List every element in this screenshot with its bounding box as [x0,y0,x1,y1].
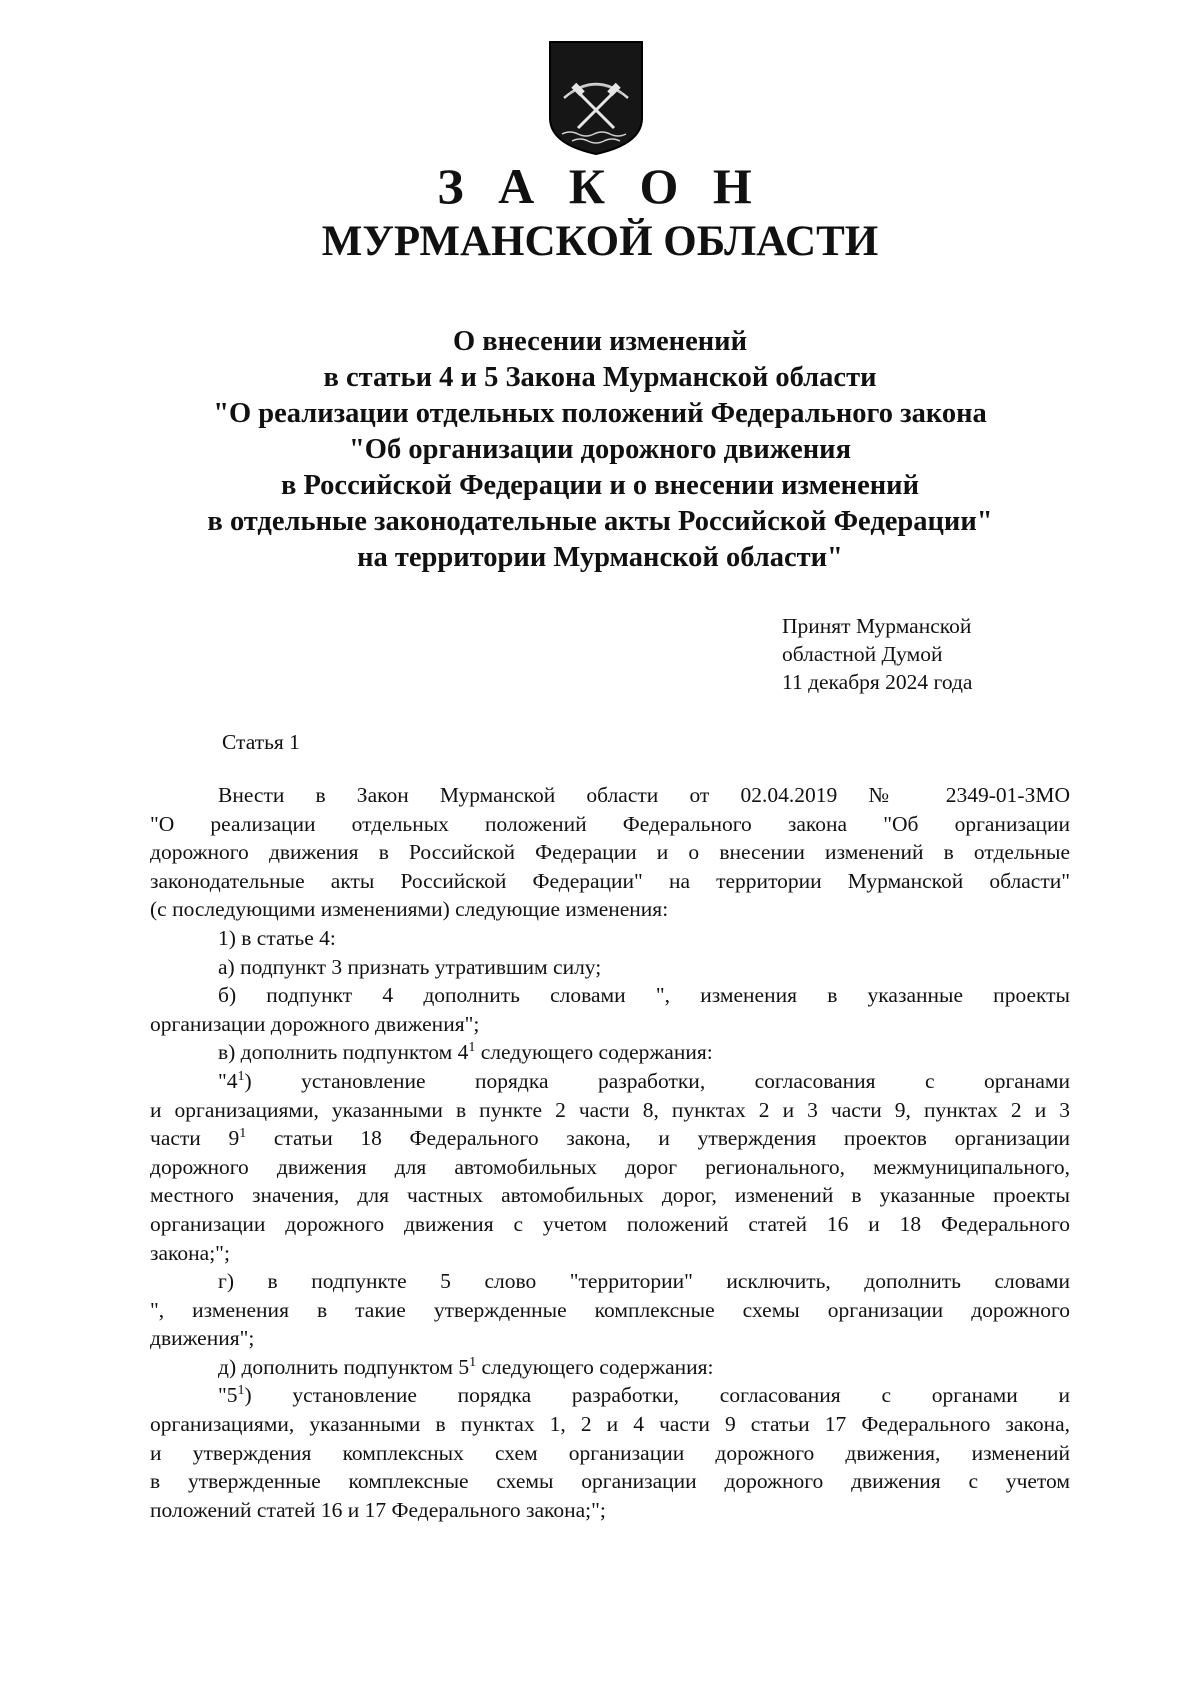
body-line: г) в подпункте 5 слово "территории" исключить, дополнить словами [218,1269,1070,1294]
article-body [150,781,1070,1524]
body-line: движения"; [150,1326,255,1351]
body-line: а) подпункт 3 признать утратившим силу; [218,954,602,979]
body-line: 1) в статье 4: [218,925,336,950]
body-line: и утверждения комплексных схем организации дорожного движения, изменений [150,1440,1070,1465]
body-text: в) дополнить подпунктом 4 [218,1040,469,1065]
title-line: в статьи 4 и 5 Закона Мурманской области [323,362,877,393]
body-line: б) подпункт 4 дополнить словами ", изменения в указанные проекты [218,983,1070,1008]
title-line: "О реализации отдельных положений Федерального закона [213,398,987,429]
body-text: части 9 [150,1126,240,1151]
superscript: 1 [237,1383,245,1399]
body-line: и организациями, указанными в пункте 2 части 8, пунктах 2 и 3 части 9, пунктах 2 и 3 [150,1097,1070,1122]
title-line: "Об организации дорожного движения [348,434,852,465]
body-text: следующего содержания: [475,1040,713,1065]
body-line [150,1381,1070,1410]
region-heading: МУРМАНСКОЙ ОБЛАСТИ [321,218,879,265]
adoption-note [782,612,972,696]
body-line [150,1124,1070,1153]
body-line: в утвержденные комплексные схемы организации дорожного движения с учетом [150,1469,1070,1494]
title-line: О внесении изменений [452,326,747,357]
body-line: "О реализации отдельных положений Федерального закона "Об организации [150,811,1070,836]
title-line: на территории Мурманской области" [357,542,843,573]
body-line: организации дорожного движения"; [150,1011,480,1036]
body-line: (с последующими изменениями) следующие изменения: [150,897,669,922]
body-text: "4 [218,1068,238,1093]
body-line: организациями, указанными в пунктах 1, 2 и 4 части 9 статьи 17 Федерального закона, [150,1412,1070,1437]
superscript: 1 [237,1068,245,1084]
body-text: статьи 18 Федерального закона, и утверждения проектов организации [246,1126,1070,1151]
body-text: "5 [218,1383,238,1408]
superscript: 1 [239,1126,247,1142]
body-line [150,1067,1070,1096]
murmansk-coat-of-arms-icon [548,40,644,156]
body-line [150,1353,1070,1382]
body-text: следующего содержания: [476,1354,714,1379]
adoption-date: 11 декабря 2024 года [782,670,973,694]
superscript: 1 [468,1040,476,1056]
body-line: законодательные акты Российской Федерации" на территории Мурманской области" [150,868,1070,893]
body-line: Внести в Закон Мурманской области от 02.04.2019 № 2349-01-ЗМО [218,783,1070,807]
law-title [100,324,1100,576]
body-line: положений статей 16 и 17 Федерального закона;"; [150,1497,606,1522]
body-line: закона;"; [150,1240,230,1265]
title-line: в Российской Федерации и о внесении изменений [280,470,920,501]
article-heading: Статья 1 [222,730,300,754]
body-text: д) дополнить подпунктом 5 [218,1354,470,1379]
body-line: дорожного движения для автомобильных дорог регионального, межмуниципального, [150,1154,1070,1179]
law-heading: З А К О Н [437,158,763,214]
body-line: дорожного движения в Российской Федерации и о внесении изменений в отдельные [150,840,1070,865]
body-line: организации дорожного движения с учетом положений статей 16 и 18 Федерального [150,1211,1070,1236]
adoption-line: Принят Мурманской [782,614,972,638]
body-line [150,1038,1070,1067]
superscript: 1 [469,1354,477,1370]
body-line: ", изменения в такие утвержденные комплексные схемы организации дорожного [150,1297,1070,1322]
adoption-line: областной Думой [782,642,943,666]
title-line: в отдельные законодательные акты Российской Федерации" [207,506,993,537]
body-line: местного значения, для частных автомобильных дорог, изменений в указанные проекты [150,1183,1070,1208]
body-text: ) установление порядка разработки, согласования с органами [244,1068,1070,1093]
body-text: ) установление порядка разработки, согласования с органами и [244,1383,1070,1408]
